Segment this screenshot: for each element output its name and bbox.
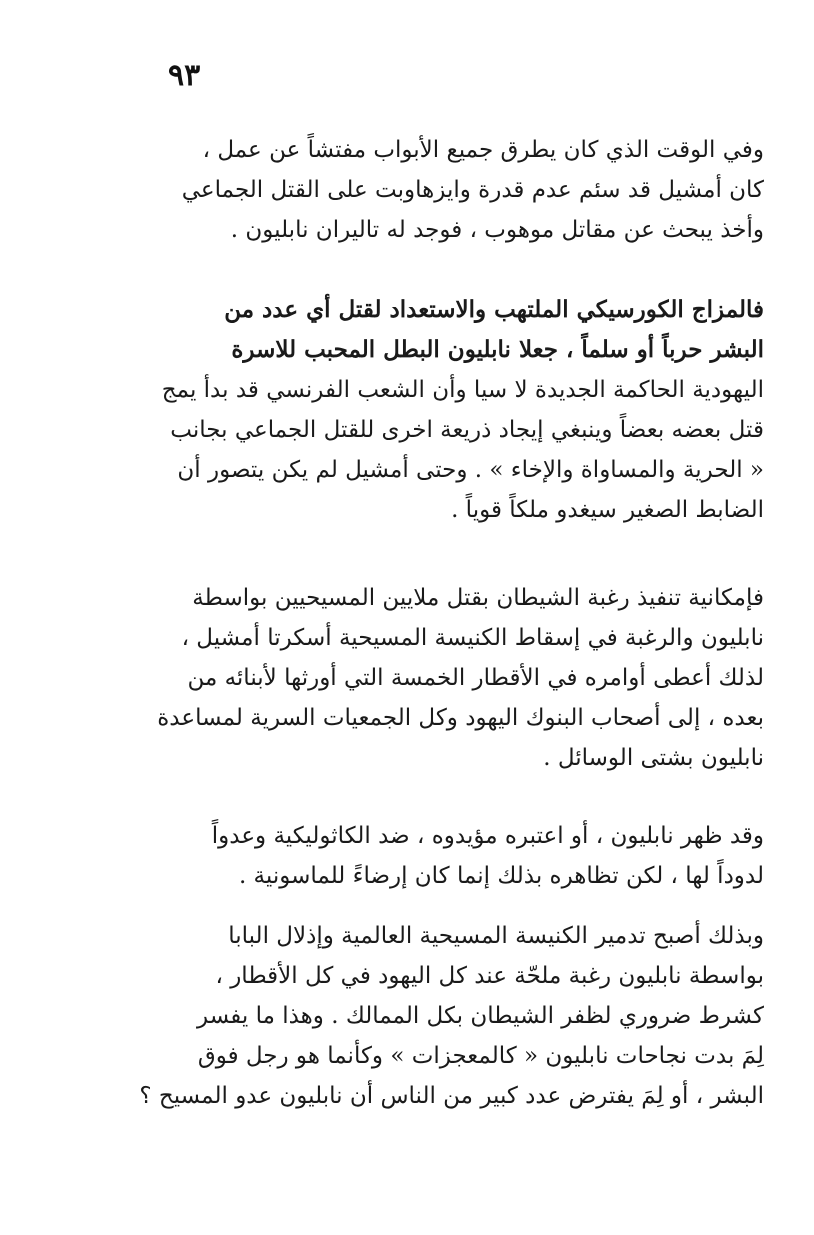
text-line: نابليون والرغبة في إسقاط الكنيسة المسيحية أسكرتا أمشيل ،	[181, 625, 764, 651]
text-line: البشر ، أو لِمَ يفترض عدد كبير من الناس أن نابليون عدو المسيح ؟	[139, 1083, 764, 1109]
text-line: لذلك أعطى أوامره في الأقطار الخمسة التي أورثها لأبنائه من	[187, 665, 764, 691]
text-line: البشر حرباً أو سلماً ، جعلا نابليون البطل المحبب للاسرة	[231, 336, 764, 363]
paragraph-4	[130, 816, 764, 896]
text-line: فالمزاج الكورسيكي الملتهب والاستعداد لقتل أي عدد من	[224, 296, 764, 323]
paragraph-3	[130, 578, 764, 778]
text-line: الضابط الصغير سيغدو ملكاً قوياً .	[451, 497, 764, 523]
text-line: بعده ، إلى أصحاب البنوك اليهود وكل الجمعيات السرية لمساعدة	[157, 705, 764, 731]
text-line: قتل بعضه بعضاً وينبغي إيجاد ذريعة اخرى للقتل الجماعي بجانب	[170, 417, 764, 443]
text-line: كان أمشيل قد سئم عدم قدرة وايزهاوبت على القتل الجماعي	[181, 177, 764, 203]
paragraph-1	[130, 130, 764, 250]
text-line: بواسطة نابليون رغبة ملحّة عند كل اليهود في كل الأقطار ،	[215, 963, 764, 989]
text-line: لِمَ بدت نجاحات نابليون « كالمعجزات » وكأنما هو رجل فوق	[197, 1043, 764, 1069]
paragraph-2	[130, 290, 764, 530]
text-line: نابليون بشتى الوسائل .	[543, 745, 764, 771]
text-line: وبذلك أصبح تدمير الكنيسة المسيحية العالمية وإذلال البابا	[228, 923, 764, 949]
paragraph-5	[130, 916, 764, 1116]
text-line: وأخذ يبحث عن مقاتل موهوب ، فوجد له تاليران نابليون .	[230, 217, 764, 243]
text-line: « الحرية والمساواة والإخاء » . وحتى أمشيل لم يكن يتصور أن	[177, 457, 764, 483]
text-line: لدوداً لها ، لكن تظاهره بذلك إنما كان إرضاءً للماسونية .	[238, 863, 764, 889]
text-line: اليهودية الحاكمة الجديدة لا سيا وأن الشعب الفرنسي قد بدأ يمج	[161, 377, 764, 403]
page-number: ٩٣	[168, 58, 201, 93]
text-line: وفي الوقت الذي كان يطرق جميع الأبواب مفتشاً عن عمل ،	[202, 137, 764, 163]
text-line: وقد ظهر نابليون ، أو اعتبره مؤيدوه ، ضد الكاثوليكية وعدواً	[211, 823, 764, 849]
text-line: كشرط ضروري لظفر الشيطان بكل الممالك . وهذا ما يفسر	[197, 1003, 764, 1029]
text-line: فإمكانية تنفيذ رغبة الشيطان بقتل ملايين المسيحيين بواسطة	[192, 585, 764, 611]
